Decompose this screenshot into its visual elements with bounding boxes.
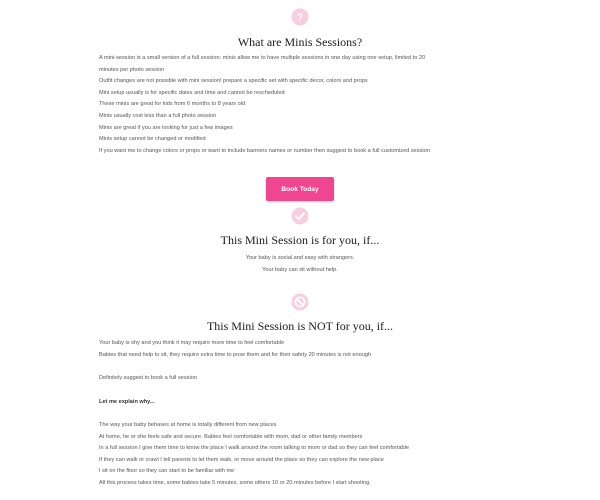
what-line: If you want me to change colors or props or want to include banners names or number then suggest to book a full customized session xyxy=(99,147,430,154)
explain-line: I sit on the floor so they can start to be familiar with me xyxy=(99,468,235,475)
what-line: Minis usually cost less than a full photo session xyxy=(99,112,217,119)
what-line: Minis setup cannot be changed or modified xyxy=(99,136,206,143)
suggest-text: Definitely suggest to book a full session xyxy=(99,375,197,381)
what-description xyxy=(99,53,501,157)
check-circle-icon xyxy=(291,207,309,225)
for-you-line: Your baby can sit without help. xyxy=(262,266,338,273)
explain-line: In a full session I give them time to know the place I walk around the room talking to mom or dad so they can feel comfortable xyxy=(99,445,409,452)
explain-heading: Let me explain why... xyxy=(99,399,155,405)
what-line: Outfit changes are not possible with mini session! prepare a specific set with specific decor, colors and props xyxy=(99,78,368,85)
not-for-you-list xyxy=(99,338,501,361)
for-you-line: Your baby is social and easy with strangers. xyxy=(245,255,355,261)
what-line: minutes per photo session xyxy=(99,66,165,73)
not-for-you-line: Your baby is shy and you think it may require more time to feel comfortable xyxy=(99,340,285,346)
not-for-you-title: This Mini Session is NOT for you, if... xyxy=(206,319,394,333)
for-you-list xyxy=(0,253,600,276)
what-title: What are Minis Sessions? xyxy=(237,35,363,49)
explain-line: At home, he or she feels safe and secure. Babies feel comfortable with mom, dad or other family members xyxy=(99,433,363,440)
for-you-title: This Mini Session is for you, if... xyxy=(220,233,380,247)
explain-line: The way your baby behaves at home is totally different from new places xyxy=(99,422,277,428)
question-circle-icon xyxy=(291,8,309,26)
not-for-you-line: Babies that need help to sit, they require extra time to pose them and for their safety 20 minutes is not enough xyxy=(99,351,372,358)
book-today-button[interactable]: Book Today xyxy=(266,177,334,201)
what-line: Mini setup usually is for specific dates and time and cannot be rescheduled xyxy=(99,89,285,96)
what-line: A mini-session is a small version of a full session: minis allow me to have multiple sessions in one day using one setup, limited to 20 xyxy=(99,55,426,61)
svg-text:?: ? xyxy=(296,12,304,24)
explain-line: If they can walk or crawl I tell parents to let them walk, or move around the place so they can explore the new place xyxy=(99,456,384,463)
ban-circle-icon xyxy=(291,293,309,311)
explain-list xyxy=(99,420,501,490)
what-line: Minis are great if you are looking for just a few images xyxy=(99,124,233,131)
explain-line: All this process takes time, some babies take 5 minutes, some others 10 or 20 minutes before I start shooting. xyxy=(99,479,371,486)
what-line: These minis are great for kids from 6 months to 8 years old xyxy=(99,101,246,108)
